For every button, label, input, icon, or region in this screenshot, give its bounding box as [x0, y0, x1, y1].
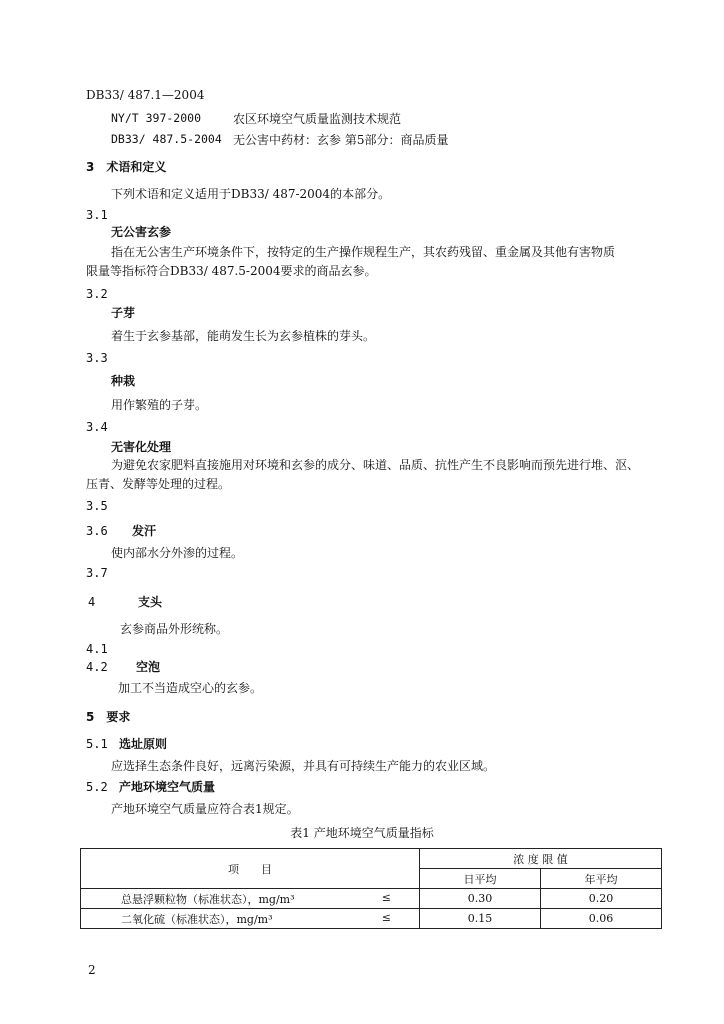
term-definition: 着生于玄参基部，能萌发生长为玄参植株的芽头。 [111, 329, 376, 343]
comparison-symbol: ≤ [381, 890, 391, 904]
term-definition: 玄参商品外形统称。 [120, 622, 229, 636]
clause-text: 应选择生态条件良好，远离污染源，并具有可持续生产能力的农业区域。 [111, 759, 496, 773]
term-number: 3.2 [86, 287, 108, 301]
section-heading: 5 要求 [86, 710, 131, 724]
term-number: 4.1 [86, 642, 108, 656]
term-definition: 加工不当造成空心的玄参。 [118, 681, 263, 695]
term-number: 3.6 [86, 524, 108, 538]
term-title: 无害化处理 [111, 440, 172, 454]
table-header-limit: 浓 度 限 值 [420, 849, 662, 869]
document-code: DB33/ 487.1—2004 [86, 88, 205, 102]
term-title: 无公害玄参 [111, 225, 172, 239]
table-cell-annual: 0.20 [541, 889, 662, 909]
table-cell-item [81, 909, 420, 929]
table-header-daily: 日平均 [420, 869, 541, 889]
section-heading: 3 术语和定义 [86, 160, 167, 174]
clause-number: 5.1 [86, 737, 108, 751]
table-row [81, 889, 662, 909]
air-quality-table [80, 848, 662, 929]
section-intro: 下列术语和定义适用于DB33/ 487-2004的本部分。 [111, 187, 391, 201]
term-definition: 限量等指标符合DB33/ 487.5-2004要求的商品玄参。 [86, 264, 377, 278]
pollutant-name: 总悬浮颗粒物（标准状态），mg/m³ [121, 892, 295, 906]
clause-text: 产地环境空气质量应符合表1规定。 [111, 802, 299, 816]
pollutant-name: 二氧化硫（标准状态），mg/m³ [121, 912, 273, 926]
term-definition: 用作繁殖的子芽。 [111, 398, 208, 412]
term-number: 4 [88, 595, 96, 609]
term-definition: 使内部水分外渗的过程。 [111, 546, 244, 560]
table-row [81, 909, 662, 929]
table-cell-item [81, 889, 420, 909]
reference-code: DB33/ 487.5-2004 [111, 132, 222, 146]
comparison-symbol: ≤ [381, 910, 391, 924]
page-number: 2 [88, 963, 96, 977]
table-header-annual: 年平均 [541, 869, 662, 889]
term-title: 发汗 [132, 524, 157, 538]
reference-title: 无公害中药材：玄参 第5部分：商品质量 [233, 133, 449, 147]
table-caption: 表1 产地环境空气质量指标 [290, 826, 434, 840]
table-cell-annual: 0.06 [541, 909, 662, 929]
reference-code: NY/T 397-2000 [111, 111, 202, 125]
term-definition: 压青、发酵等处理的过程。 [86, 477, 231, 491]
reference-title: 农区环境空气质量监测技术规范 [233, 112, 402, 126]
term-definition: 指在无公害生产环境条件下，按特定的生产操作规程生产，其农药残留、重金属及其他有害物质 [111, 245, 616, 259]
table-cell-daily: 0.15 [420, 909, 541, 929]
term-number: 3.1 [86, 208, 108, 222]
table-header-item: 项 目 [81, 849, 420, 889]
table-cell-daily: 0.30 [420, 889, 541, 909]
term-number: 3.3 [86, 351, 108, 365]
term-number: 3.7 [86, 566, 108, 580]
term-title: 支头 [138, 595, 163, 609]
clause-number: 5.2 [86, 780, 108, 794]
term-number: 4.2 [86, 660, 108, 674]
term-title: 空泡 [136, 660, 161, 674]
term-number: 3.5 [86, 499, 108, 513]
term-number: 3.4 [86, 420, 108, 434]
clause-title: 产地环境空气质量 [119, 780, 216, 794]
clause-title: 选址原则 [119, 737, 168, 751]
term-definition: 为避免农家肥料直接施用对环境和玄参的成分、味道、品质、抗性产生不良影响而预先进行堆、沤、 [111, 458, 640, 472]
term-title: 子芽 [111, 306, 136, 320]
term-title: 种栽 [111, 374, 136, 388]
